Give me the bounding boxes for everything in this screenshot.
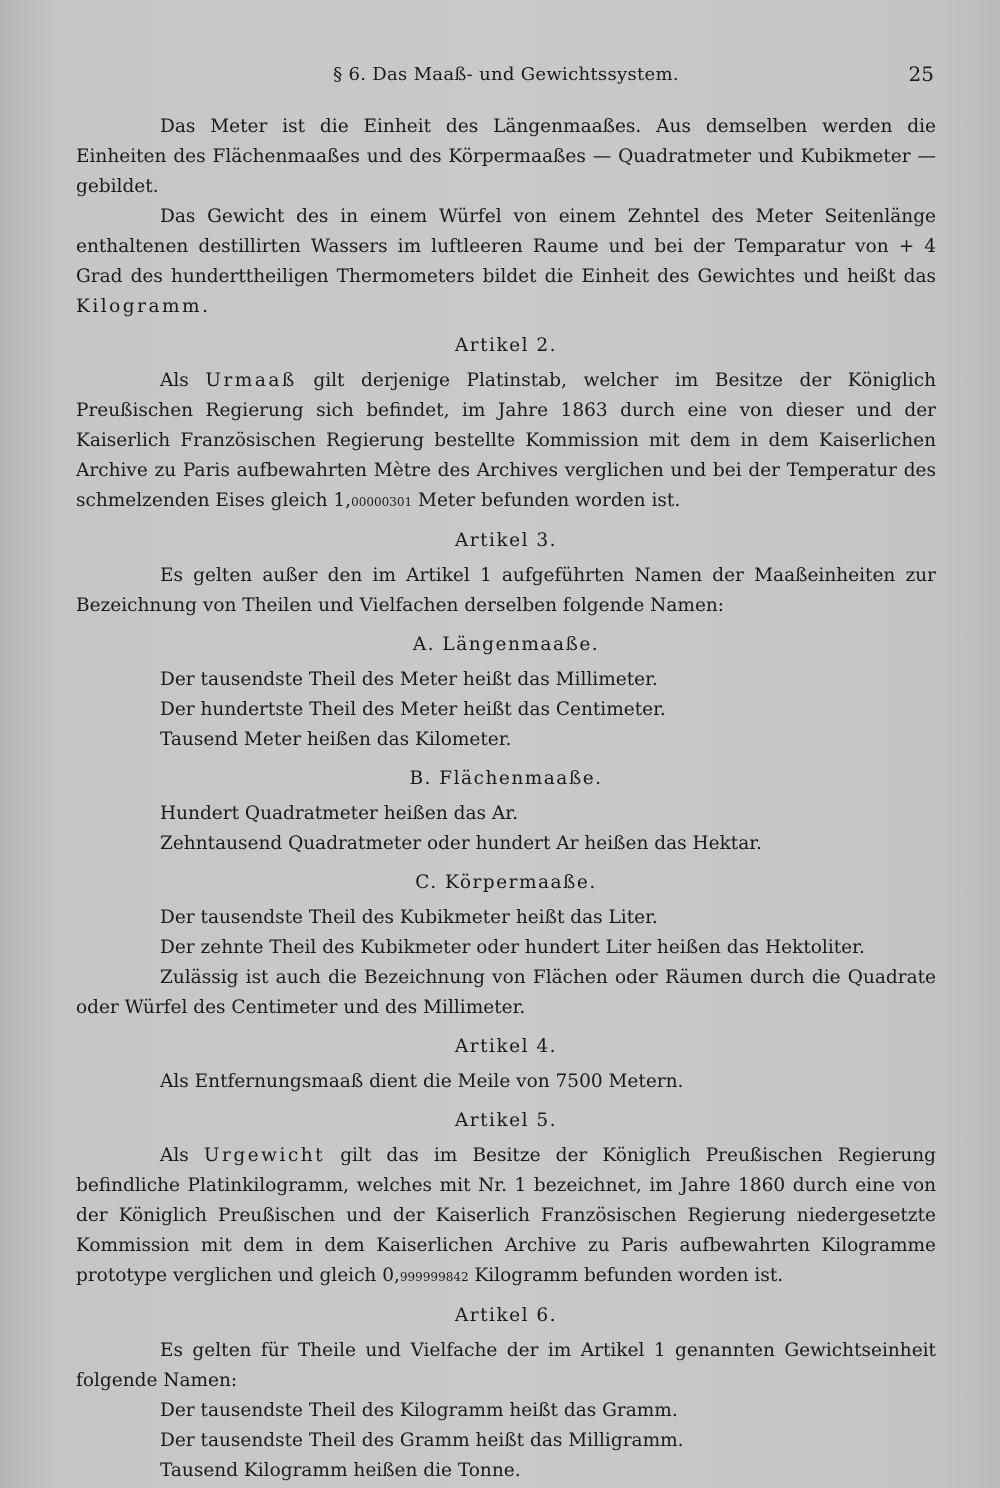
heading-laengenmaasse: A. Längenmaaße.	[412, 634, 600, 655]
artikel-2-text-middle: gilt derjenige Platinstab, welcher im Besitze der Königlich Preußischen Regierung sich befindet, im Jahre 1863 durch eine von dieser und der Kaiserlich Französischen Regierung bestellte Kommission mit dem in dem Kaiserlichen Archive zu Paris aufbewahrten Mètre des Archives verglichen und bei der Temperatur des schmelzenden Eises gleich	[76, 370, 936, 511]
paragraph-meter-definition: Das Meter ist die Einheit des Längenmaaßes. Aus demselben werden die Einheiten des Flächenmaaßes und des Körpermaaßes — Quadratmeter und Kubikmeter — gebildet.	[76, 116, 936, 197]
urgewicht-term: Urgewicht	[203, 1145, 326, 1166]
paragraph-artikel-6-intro: Es gelten für Theile und Vielfache der im Artikel 1 genannten Gewichtseinheit folgende Namen:	[76, 1340, 936, 1391]
kilogram-term: Kilogramm.	[76, 296, 211, 317]
definition-line: Zehntausend Quadratmeter oder hundert Ar heißen das Hektar.	[160, 833, 762, 854]
paragraph-weight-definition	[76, 202, 936, 322]
definition-line: Der hundertste Theil des Meter heißt das Centimeter.	[160, 699, 666, 720]
heading-flaechenmaasse: B. Flächenmaaße.	[409, 768, 603, 789]
heading-artikel-4: Artikel 4.	[454, 1036, 558, 1057]
artikel-5-text-before: Als	[160, 1145, 204, 1166]
page-body	[76, 112, 936, 1486]
paragraph-artikel-3-intro: Es gelten außer den im Artikel 1 aufgeführten Namen der Maaßeinheiten zur Bezeichnung von Theilen und Vielfachen derselben folgende Namen:	[76, 565, 936, 616]
definition-line: Der tausendste Theil des Kubikmeter heißt das Liter.	[160, 907, 658, 928]
heading-artikel-5: Artikel 5.	[454, 1110, 558, 1131]
artikel-5-text-after: Kilogramm befunden worden ist.	[468, 1265, 784, 1286]
artikel-2-text-after: Meter befunden worden ist.	[412, 490, 681, 511]
paragraph-artikel-5	[76, 1141, 936, 1292]
definition-line: Tausend Meter heißen das Kilometer.	[160, 729, 512, 750]
definition-line: Der tausendste Theil des Kilogramm heißt das Gramm.	[160, 1400, 678, 1421]
paragraph-artikel-4: Als Entfernungsmaaß dient die Meile von 7500 Metern.	[160, 1071, 684, 1092]
heading-artikel-2: Artikel 2.	[454, 335, 558, 356]
heading-artikel-6: Artikel 6.	[454, 1305, 558, 1326]
artikel-2-text-before: Als	[160, 370, 206, 391]
paragraph-artikel-3-closing: Zulässig ist auch die Bezeichnung von Flächen oder Räumen durch die Quadrate oder Würfel des Centimeter und des Millimeter.	[76, 967, 936, 1018]
artikel-5-value-frac: 999999842	[399, 1270, 469, 1284]
urmaass-term: Urmaaß	[205, 370, 297, 391]
artikel-2-value-frac: 00000301	[351, 495, 413, 509]
definition-line: Hundert Quadratmeter heißen das Ar.	[160, 803, 518, 824]
running-title: § 6. Das Maaß- und Gewichtssystem.	[333, 64, 679, 85]
page-number: 25	[908, 62, 934, 86]
artikel-5-value-int: 0,	[382, 1265, 400, 1286]
definition-line: Tausend Kilogramm heißen die Tonne.	[160, 1460, 521, 1481]
page-header	[76, 62, 936, 92]
heading-artikel-3: Artikel 3.	[454, 530, 558, 551]
paragraph-artikel-2	[76, 366, 936, 517]
artikel-2-value-int: 1,	[333, 490, 352, 511]
heading-koerpermaasse: C. Körpermaaße.	[415, 872, 597, 893]
definition-line: Der zehnte Theil des Kubikmeter oder hundert Liter heißen das Hektoliter.	[160, 937, 865, 958]
weight-definition-text: Das Gewicht des in einem Würfel von einem Zehntel des Meter Seitenlänge enthaltenen destillirten Wassers im luftleeren Raume und bei der Temparatur von + 4 Grad des hunderttheiligen Thermometers bildet die Einheit des Gewichtes und heißt das	[76, 206, 936, 287]
definition-line: Der tausendste Theil des Meter heißt das Millimeter.	[160, 669, 658, 690]
artikel-5-text-middle: gilt das im Besitze der Königlich Preußischen Regierung befindliche Platinkilogramm, welches mit Nr. 1 bezeichnet, im Jahre 1860 durch eine von der Königlich Preußischen und der Kaiserlich Französischen Regierung niedergesetzte Kommission mit dem in dem Kaiserlichen Archive zu Paris aufbewahrten Kilogramme prototype verglichen und gleich	[76, 1145, 937, 1286]
definition-line: Der tausendste Theil des Gramm heißt das Milligramm.	[160, 1430, 684, 1451]
